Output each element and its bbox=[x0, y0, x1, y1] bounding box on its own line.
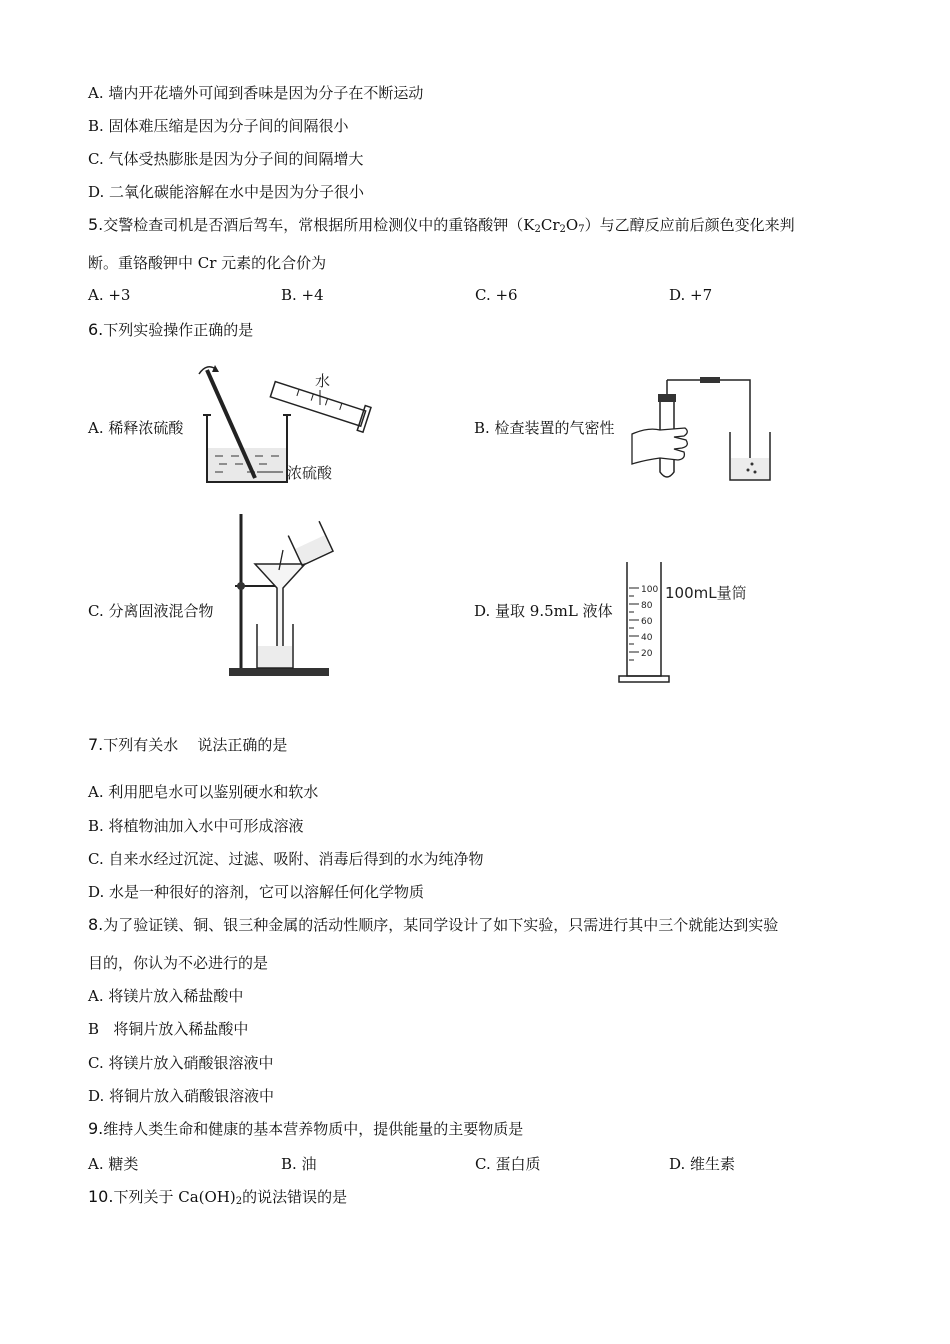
q7-option-c: C. 自来水经过沉淀、过滤、吸附、消毒后得到的水为纯净物 bbox=[88, 850, 484, 868]
q4-option-d: D. 二氧化碳能溶解在水中是因为分子很小 bbox=[88, 183, 365, 201]
filtration-figure bbox=[225, 512, 345, 682]
q5-option-b: B. +4 bbox=[281, 286, 324, 304]
q5-option-a: A. +3 bbox=[88, 286, 131, 304]
tick-label-100: 100 bbox=[641, 585, 659, 595]
q7-option-d: D. 水是一种很好的溶剂，它可以溶解任何化学物质 bbox=[88, 883, 425, 901]
q5-option-c: C. +6 bbox=[475, 286, 518, 304]
q5-option-d: D. +7 bbox=[669, 286, 713, 304]
q9-option-b: B. 油 bbox=[281, 1155, 317, 1173]
cylinder-label: 100mL量筒 bbox=[665, 584, 747, 602]
q8-option-b: B 将铜片放入稀盐酸中 bbox=[88, 1020, 249, 1038]
q5-options bbox=[88, 286, 868, 306]
q8-option-a: A. 将镁片放入稀盐酸中 bbox=[88, 987, 244, 1005]
q7-option-a: A. 利用肥皂水可以鉴别硬水和软水 bbox=[88, 783, 319, 801]
q9-options bbox=[88, 1153, 868, 1173]
q7-stem bbox=[88, 734, 287, 755]
q5-o: O bbox=[565, 216, 579, 234]
q6-fig-d-label: D. 量取 9.5mL 液体 bbox=[474, 602, 613, 620]
q10-number: 10. bbox=[88, 1187, 114, 1206]
tick-label-20: 20 bbox=[641, 649, 653, 659]
q10-sub: 2 bbox=[235, 1196, 243, 1207]
tick-label-60: 60 bbox=[641, 617, 653, 627]
q8-stem-text: 为了验证镁、铜、银三种金属的活动性顺序，某同学设计了如下实验，只需进行其中三个就能达到实验 bbox=[103, 916, 779, 934]
q4-option-b: B. 固体难压缩是因为分子间的间隔很小 bbox=[88, 117, 349, 135]
q6-number: 6. bbox=[88, 320, 104, 339]
q9-number: 9. bbox=[88, 1119, 104, 1138]
q5-number: 5. bbox=[88, 215, 104, 234]
q8-stem-line2: 目的，你认为不必进行的是 bbox=[88, 954, 269, 972]
q5-sub-3: 7 bbox=[578, 224, 585, 235]
q6-fig-a-label: A. 稀释浓硫酸 bbox=[88, 419, 184, 437]
q6-fig-b-label: B. 检查装置的气密性 bbox=[474, 419, 615, 437]
q4-option-a: A. 墙内开花墙外可闻到香味是因为分子在不断运动 bbox=[88, 84, 424, 102]
q8-option-d: D. 将铜片放入硝酸银溶液中 bbox=[88, 1087, 275, 1105]
q9-option-d: D. 维生素 bbox=[669, 1155, 736, 1173]
tick-label-40: 40 bbox=[641, 633, 653, 643]
q9-stem bbox=[88, 1118, 523, 1139]
airtightness-check-figure bbox=[630, 372, 780, 487]
q5-stem-before: 交警检查司机是否酒后驾车，常根据所用检测仪中的重铬酸钾（K bbox=[103, 216, 535, 234]
q9-stem-text: 维持人类生命和健康的基本营养物质中，提供能量的主要物质是 bbox=[103, 1120, 524, 1138]
q10-stem-before: 下列关于 Ca(OH) bbox=[113, 1188, 236, 1206]
q8-number: 8. bbox=[88, 915, 104, 934]
q7-option-b: B. 将植物油加入水中可形成溶液 bbox=[88, 817, 304, 835]
q10-stem bbox=[88, 1186, 347, 1207]
q9-option-c: C. 蛋白质 bbox=[475, 1155, 541, 1173]
dilute-sulfuric-acid-figure bbox=[195, 360, 385, 490]
q5-cr: Cr bbox=[540, 216, 560, 234]
q9-option-a: A. 糖类 bbox=[88, 1155, 139, 1173]
q5-stem-line1 bbox=[88, 214, 795, 235]
water-label: 水 bbox=[315, 372, 331, 390]
q6-stem bbox=[88, 319, 253, 340]
q8-stem-line1 bbox=[88, 914, 778, 935]
q5-sub-1: 2 bbox=[534, 224, 541, 235]
q5-sub-2: 2 bbox=[559, 224, 566, 235]
q7-number: 7. bbox=[88, 735, 104, 754]
graduated-cylinder-figure bbox=[615, 560, 785, 685]
q5-stem-after: ）与乙醇反应前后颜色变化来判 bbox=[584, 216, 795, 234]
q5-stem-line2: 断。重铬酸钾中 Cr 元素的化合价为 bbox=[88, 254, 327, 272]
q4-option-c: C. 气体受热膨胀是因为分子间的间隔增大 bbox=[88, 150, 364, 168]
q6-stem-text: 下列实验操作正确的是 bbox=[103, 321, 254, 339]
acid-label: 浓硫酸 bbox=[287, 464, 333, 482]
tick-label-80: 80 bbox=[641, 601, 653, 611]
q10-stem-after: 的说法错误的是 bbox=[242, 1188, 348, 1206]
q7-stem-text: 下列有关水 说法正确的是 bbox=[103, 736, 288, 754]
q8-option-c: C. 将镁片放入硝酸银溶液中 bbox=[88, 1054, 274, 1072]
q6-fig-c-label: C. 分离固液混合物 bbox=[88, 602, 214, 620]
